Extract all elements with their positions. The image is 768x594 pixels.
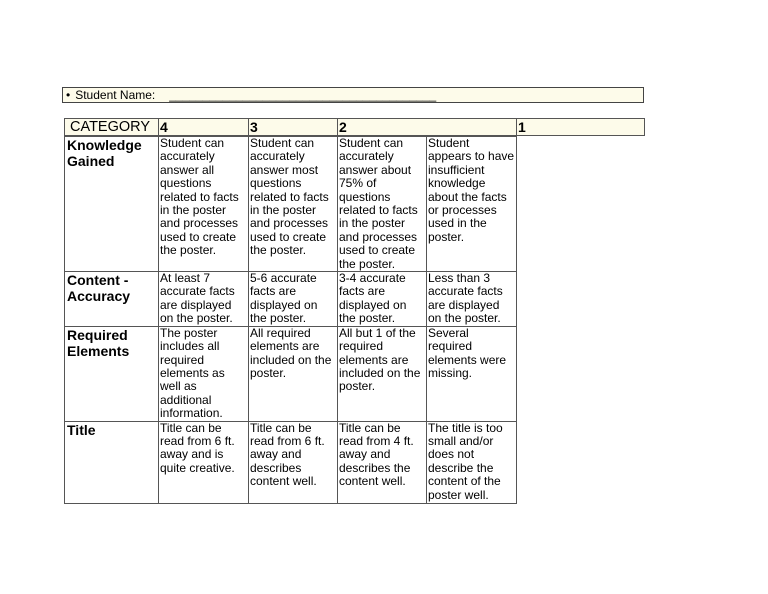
- header-score-2: 2: [339, 119, 347, 135]
- bullet: •: [66, 88, 71, 102]
- header-divider: [158, 118, 159, 136]
- criteria-cell: Student can accurately answer all questions related to facts in the poster and processes used to create the poster.: [159, 137, 249, 272]
- criteria-cell: Less than 3 accurate facts are displayed on the poster.: [427, 272, 517, 327]
- criteria-cell: Several required elements were missing.: [427, 326, 517, 421]
- rubric-row-title: [65, 421, 517, 503]
- criteria-cell: Student can accurately answer most questions related to facts in the poster and processes used to create the poster.: [249, 137, 338, 272]
- student-name-field: [62, 87, 644, 103]
- criteria-cell: Title can be read from 4 ft. away and describes the content well.: [338, 421, 427, 503]
- criteria-cell: All required elements are included on the poster.: [249, 326, 338, 421]
- rubric-row-content: [65, 272, 517, 327]
- rubric-row-required: [65, 326, 517, 421]
- header-divider: [516, 118, 517, 136]
- category-content-accuracy: Content - Accuracy: [65, 272, 159, 327]
- criteria-cell: All but 1 of the required elements are included on the poster.: [338, 326, 427, 421]
- criteria-cell: Title can be read from 6 ft. away and describes content well.: [249, 421, 338, 503]
- criteria-cell: Student appears to have insufficient knowledge about the facts or processes used in the poster.: [427, 137, 517, 272]
- category-required-elements: Required Elements: [65, 326, 159, 421]
- header-score-3: 3: [250, 119, 258, 135]
- criteria-cell: 5-6 accurate facts are displayed on the poster.: [249, 272, 338, 327]
- criteria-cell: The poster includes all required elements as well as additional information.: [159, 326, 249, 421]
- criteria-cell: At least 7 accurate facts are displayed on the poster.: [159, 272, 249, 327]
- student-name-label: Student Name:: [75, 88, 156, 102]
- criteria-cell: The title is too small and/or does not describe the content of the poster well.: [427, 421, 517, 503]
- rubric-table: [64, 136, 517, 504]
- header-category: CATEGORY: [70, 119, 151, 135]
- student-name-blank[interactable]: ________________________________________: [169, 88, 437, 102]
- header-score-4: 4: [160, 119, 168, 135]
- category-knowledge-gained: Knowledge Gained: [65, 137, 159, 272]
- criteria-cell: Student can accurately answer about 75% of questions related to facts in the poster and processes used to create the poster.: [338, 137, 427, 272]
- rubric-row-knowledge: [65, 137, 517, 272]
- criteria-cell: 3-4 accurate facts are displayed on the poster.: [338, 272, 427, 327]
- category-title: Title: [65, 421, 159, 503]
- header-score-1: 1: [518, 119, 526, 135]
- criteria-cell: Title can be read from 6 ft. away and is quite creative.: [159, 421, 249, 503]
- header-divider: [248, 118, 249, 136]
- header-divider: [337, 118, 338, 136]
